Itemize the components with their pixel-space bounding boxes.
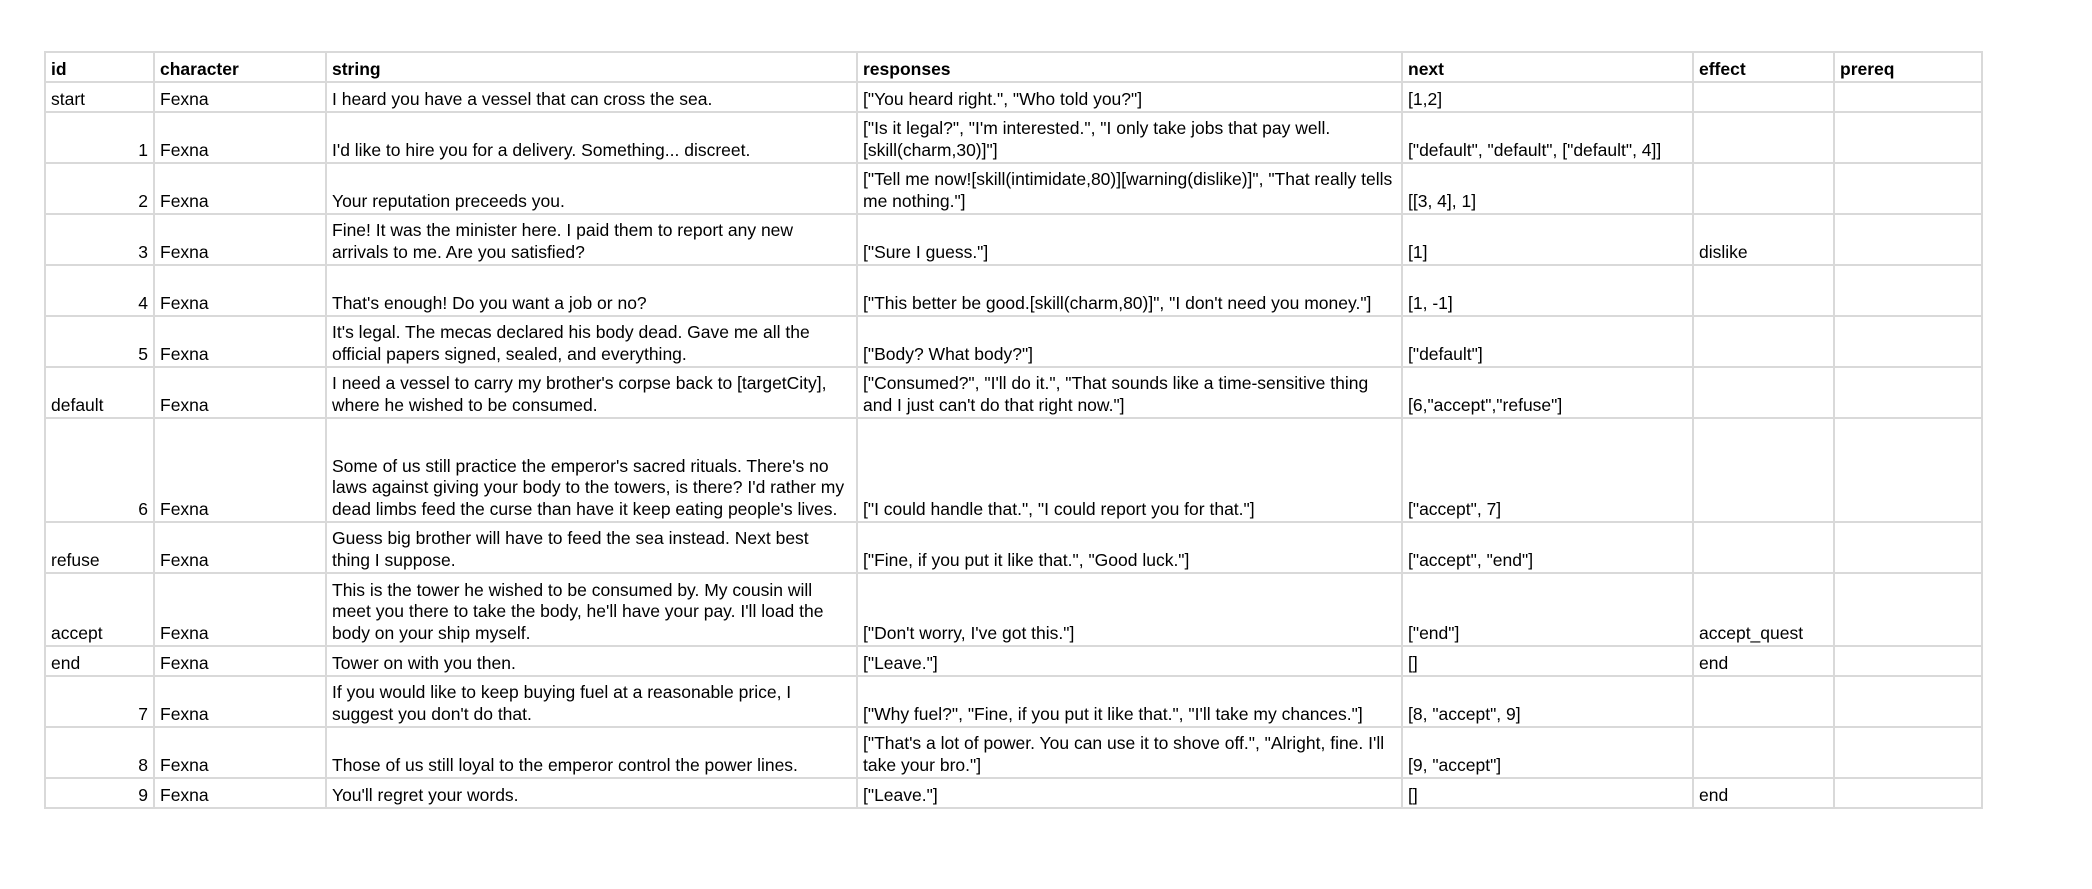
column-header-next: next — [1402, 52, 1693, 82]
column-header-responses: responses — [857, 52, 1402, 82]
cell-id: 4 — [45, 265, 154, 316]
cell-id: 9 — [45, 778, 154, 808]
cell-id: start — [45, 82, 154, 112]
cell-responses: ["Leave."] — [857, 778, 1402, 808]
table-row — [45, 82, 1982, 112]
cell-string: If you would like to keep buying fuel at a reasonable price, I suggest you don't do that. — [326, 676, 857, 727]
cell-character: Fexna — [154, 778, 326, 808]
cell-string: That's enough! Do you want a job or no? — [326, 265, 857, 316]
table-row — [45, 112, 1982, 163]
cell-responses: ["Sure I guess."] — [857, 214, 1402, 265]
table-row — [45, 163, 1982, 214]
cell-string: Guess big brother will have to feed the sea instead. Next best thing I suppose. — [326, 522, 857, 573]
dialogue-table — [44, 51, 1983, 809]
cell-prereq — [1834, 265, 1982, 316]
cell-character: Fexna — [154, 214, 326, 265]
cell-character: Fexna — [154, 163, 326, 214]
cell-character: Fexna — [154, 82, 326, 112]
cell-next: ["end"] — [1402, 573, 1693, 646]
table-row — [45, 646, 1982, 676]
cell-id: 6 — [45, 418, 154, 522]
cell-prereq — [1834, 316, 1982, 367]
cell-character: Fexna — [154, 265, 326, 316]
cell-prereq — [1834, 163, 1982, 214]
cell-next: ["default", "default", ["default", 4]] — [1402, 112, 1693, 163]
cell-next: [9, "accept"] — [1402, 727, 1693, 778]
cell-prereq — [1834, 367, 1982, 418]
cell-prereq — [1834, 82, 1982, 112]
cell-id: end — [45, 646, 154, 676]
table-row — [45, 522, 1982, 573]
cell-string: Those of us still loyal to the emperor control the power lines. — [326, 727, 857, 778]
cell-responses: ["Leave."] — [857, 646, 1402, 676]
cell-next: [[3, 4], 1] — [1402, 163, 1693, 214]
cell-id: 3 — [45, 214, 154, 265]
cell-character: Fexna — [154, 727, 326, 778]
cell-next: [1,2] — [1402, 82, 1693, 112]
cell-responses: ["Body? What body?"] — [857, 316, 1402, 367]
table-row — [45, 676, 1982, 727]
column-header-character: character — [154, 52, 326, 82]
cell-prereq — [1834, 214, 1982, 265]
cell-effect: accept_quest — [1693, 573, 1834, 646]
cell-prereq — [1834, 646, 1982, 676]
table-row — [45, 367, 1982, 418]
column-header-effect: effect — [1693, 52, 1834, 82]
cell-character: Fexna — [154, 418, 326, 522]
cell-string: You'll regret your words. — [326, 778, 857, 808]
cell-effect: end — [1693, 646, 1834, 676]
cell-prereq — [1834, 522, 1982, 573]
cell-next: [1] — [1402, 214, 1693, 265]
cell-id: refuse — [45, 522, 154, 573]
table-row — [45, 778, 1982, 808]
cell-string: Your reputation preceeds you. — [326, 163, 857, 214]
cell-string: Some of us still practice the emperor's sacred rituals. There's no laws against giving your body to the towers, is there? I'd rather my dead limbs feed the curse than have it keep eating people's lives. — [326, 418, 857, 522]
cell-id: 8 — [45, 727, 154, 778]
cell-id: default — [45, 367, 154, 418]
cell-prereq — [1834, 418, 1982, 522]
cell-responses: ["Tell me now![skill(intimidate,80)][warning(dislike)]", "That really tells me nothing."] — [857, 163, 1402, 214]
cell-id: 7 — [45, 676, 154, 727]
cell-responses: ["Consumed?", "I'll do it.", "That sounds like a time-sensitive thing and I just can't do that right now."] — [857, 367, 1402, 418]
column-header-id: id — [45, 52, 154, 82]
cell-character: Fexna — [154, 112, 326, 163]
cell-prereq — [1834, 676, 1982, 727]
cell-prereq — [1834, 727, 1982, 778]
column-header-string: string — [326, 52, 857, 82]
cell-next: ["accept", 7] — [1402, 418, 1693, 522]
cell-character: Fexna — [154, 316, 326, 367]
cell-prereq — [1834, 112, 1982, 163]
header-row — [45, 52, 1982, 82]
cell-responses: ["I could handle that.", "I could report you for that."] — [857, 418, 1402, 522]
cell-next: ["default"] — [1402, 316, 1693, 367]
cell-string: It's legal. The mecas declared his body dead. Gave me all the official papers signed, sealed, and everything. — [326, 316, 857, 367]
cell-effect — [1693, 112, 1834, 163]
cell-next: [1, -1] — [1402, 265, 1693, 316]
cell-string: This is the tower he wished to be consumed by. My cousin will meet you there to take the body, he'll have your pay. I'll load the body on your ship myself. — [326, 573, 857, 646]
cell-id: 5 — [45, 316, 154, 367]
cell-effect — [1693, 265, 1834, 316]
cell-effect — [1693, 418, 1834, 522]
cell-string: I need a vessel to carry my brother's corpse back to [targetCity], where he wished to be consumed. — [326, 367, 857, 418]
cell-responses: ["You heard right.", "Who told you?"] — [857, 82, 1402, 112]
cell-character: Fexna — [154, 573, 326, 646]
cell-responses: ["Why fuel?", "Fine, if you put it like that.", "I'll take my chances."] — [857, 676, 1402, 727]
cell-next: [] — [1402, 646, 1693, 676]
cell-id: accept — [45, 573, 154, 646]
cell-id: 2 — [45, 163, 154, 214]
cell-string: I heard you have a vessel that can cross the sea. — [326, 82, 857, 112]
cell-responses: ["This better be good.[skill(charm,80)]", "I don't need you money."] — [857, 265, 1402, 316]
cell-next: [] — [1402, 778, 1693, 808]
column-header-prereq: prereq — [1834, 52, 1982, 82]
cell-responses: ["Is it legal?", "I'm interested.", "I only take jobs that pay well.[skill(charm,30)]"] — [857, 112, 1402, 163]
cell-effect — [1693, 163, 1834, 214]
cell-prereq — [1834, 778, 1982, 808]
cell-next: [6,"accept","refuse"] — [1402, 367, 1693, 418]
table-row — [45, 265, 1982, 316]
cell-character: Fexna — [154, 522, 326, 573]
cell-character: Fexna — [154, 646, 326, 676]
cell-next: ["accept", "end"] — [1402, 522, 1693, 573]
cell-string: Tower on with you then. — [326, 646, 857, 676]
table-row — [45, 573, 1982, 646]
cell-string: I'd like to hire you for a delivery. Something... discreet. — [326, 112, 857, 163]
cell-character: Fexna — [154, 676, 326, 727]
table-row — [45, 727, 1982, 778]
cell-responses: ["Don't worry, I've got this."] — [857, 573, 1402, 646]
cell-effect — [1693, 676, 1834, 727]
table-row — [45, 214, 1982, 265]
cell-responses: ["Fine, if you put it like that.", "Good luck."] — [857, 522, 1402, 573]
cell-effect — [1693, 316, 1834, 367]
cell-effect: end — [1693, 778, 1834, 808]
table-row — [45, 418, 1982, 522]
cell-character: Fexna — [154, 367, 326, 418]
cell-string: Fine! It was the minister here. I paid them to report any new arrivals to me. Are you satisfied? — [326, 214, 857, 265]
table-row — [45, 316, 1982, 367]
cell-effect — [1693, 727, 1834, 778]
cell-id: 1 — [45, 112, 154, 163]
cell-effect — [1693, 82, 1834, 112]
cell-effect — [1693, 522, 1834, 573]
cell-effect — [1693, 367, 1834, 418]
cell-effect: dislike — [1693, 214, 1834, 265]
cell-responses: ["That's a lot of power. You can use it to shove off.", "Alright, fine. I'll take your bro."] — [857, 727, 1402, 778]
cell-prereq — [1834, 573, 1982, 646]
cell-next: [8, "accept", 9] — [1402, 676, 1693, 727]
